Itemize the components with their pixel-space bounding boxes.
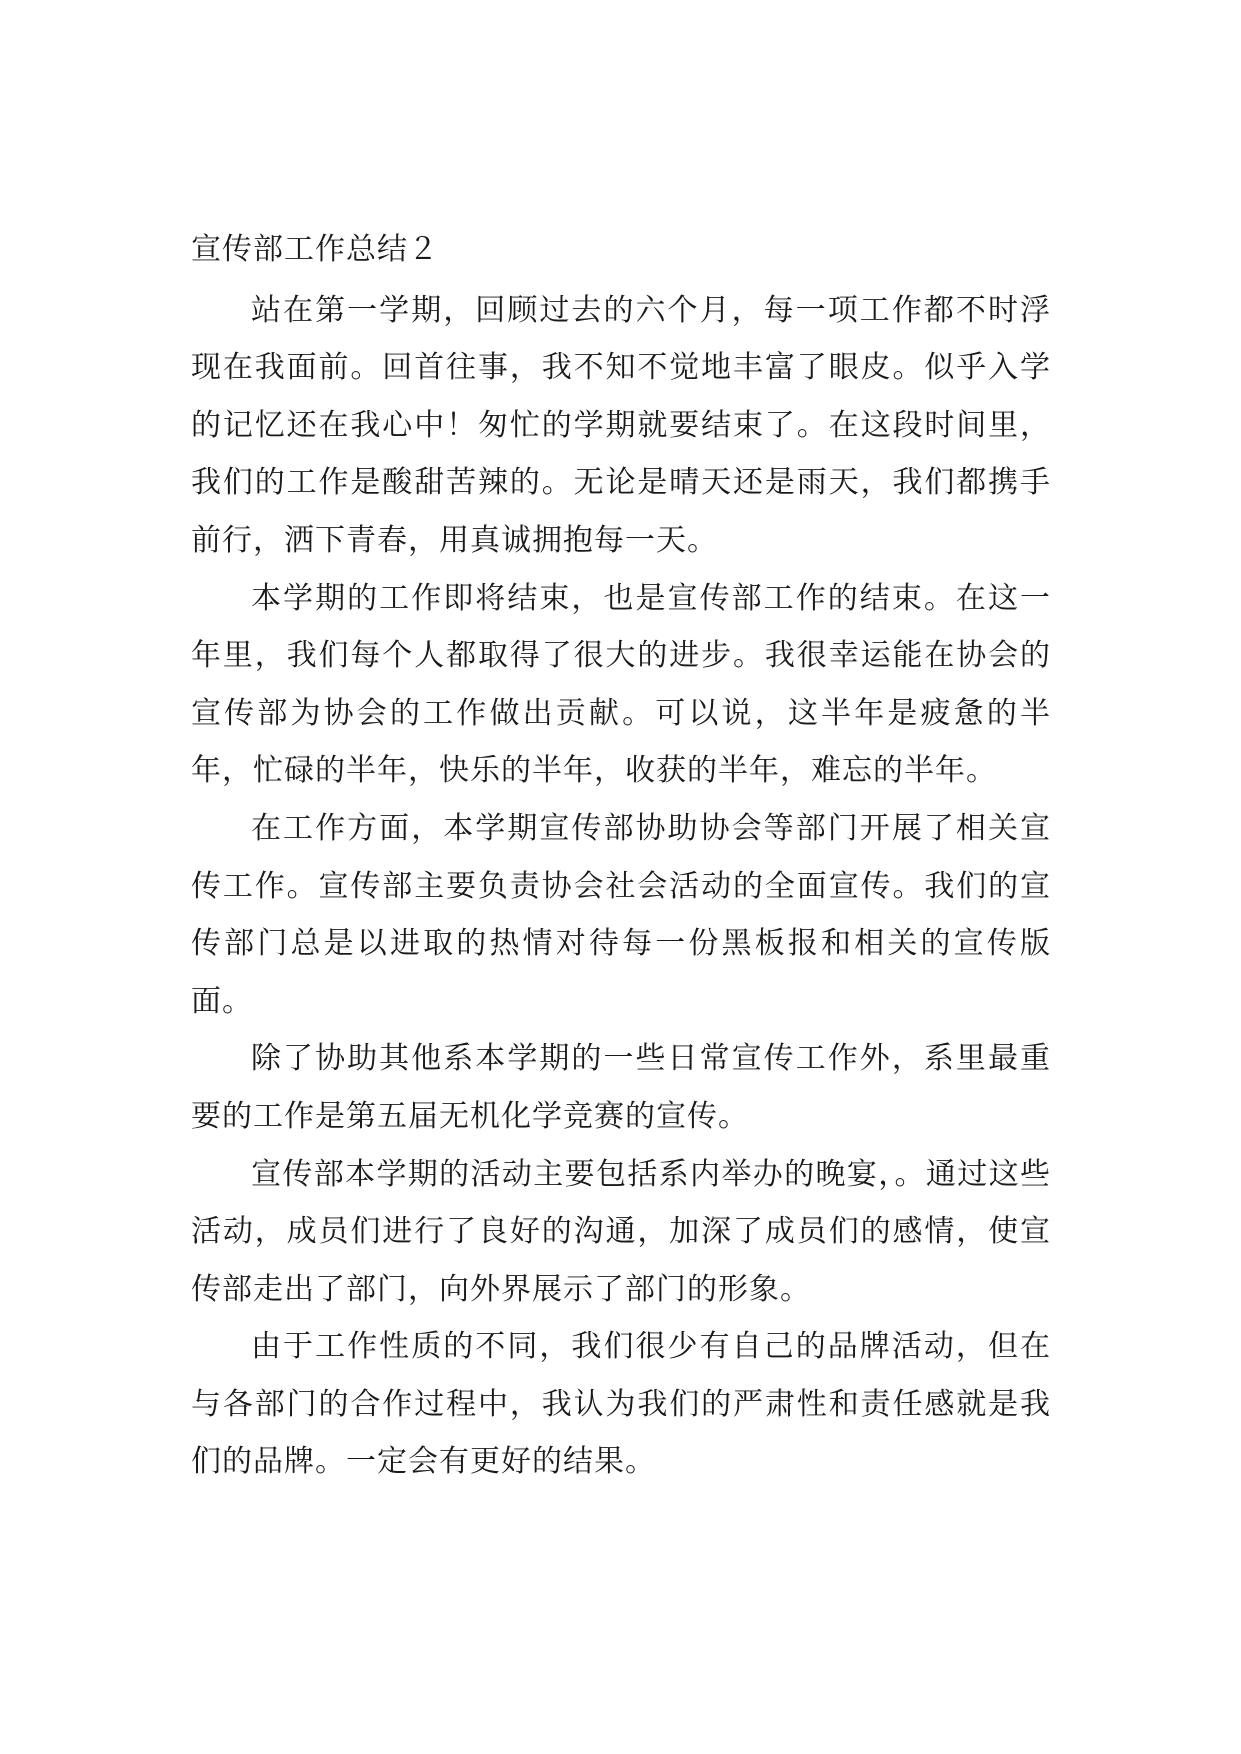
paragraph-1: 站在第一学期，回顾过去的六个月，每一项工作都不时浮现在我面前。回首往事，我不知不觉地丰富了眼皮。似乎入学的记忆还在我心中！匆忙的学期就要结束了。在这段时间里，我们的工作是酸甜苦辣的。无论是晴天还是雨天，我们都携手前行，洒下青春，用真诚拥抱每一天。: [191, 292, 1051, 558]
paragraph-2: 本学期的工作即将结束，也是宣传部工作的结束。在这一年里，我们每个人都取得了很大的进步。我很幸运能在协会的宣传部为协会的工作做出贡献。可以说，这半年是疲惫的半年，忙碌的半年，快乐的半年，收获的半年，难忘的半年。: [191, 580, 1051, 789]
document-body: [191, 221, 1051, 1491]
paragraph-4: 除了协助其他系本学期的一些日常宣传工作外，系里最重要的工作是第五届无机化学竞赛的宣传。: [191, 1041, 1051, 1134]
paragraph-3: 在工作方面，本学期宣传部协助协会等部门开展了相关宣传工作。宣传部主要负责协会社会活动的全面宣传。我们的宣传部门总是以进取的热情对待每一份黑板报和相关的宣传版面。: [191, 810, 1051, 1019]
document-title: 宣传部工作总结２: [191, 232, 439, 267]
paragraph-5: 宣传部本学期的活动主要包括系内举办的晚宴，。通过这些活动，成员们进行了良好的沟通，加深了成员们的感情，使宣传部走出了部门，向外界展示了部门的形象。: [191, 1156, 1051, 1307]
paragraph-6: 由于工作性质的不同，我们很少有自己的品牌活动，但在与各部门的合作过程中，我认为我们的严肃性和责任感就是我们的品牌。一定会有更好的结果。: [191, 1329, 1051, 1480]
